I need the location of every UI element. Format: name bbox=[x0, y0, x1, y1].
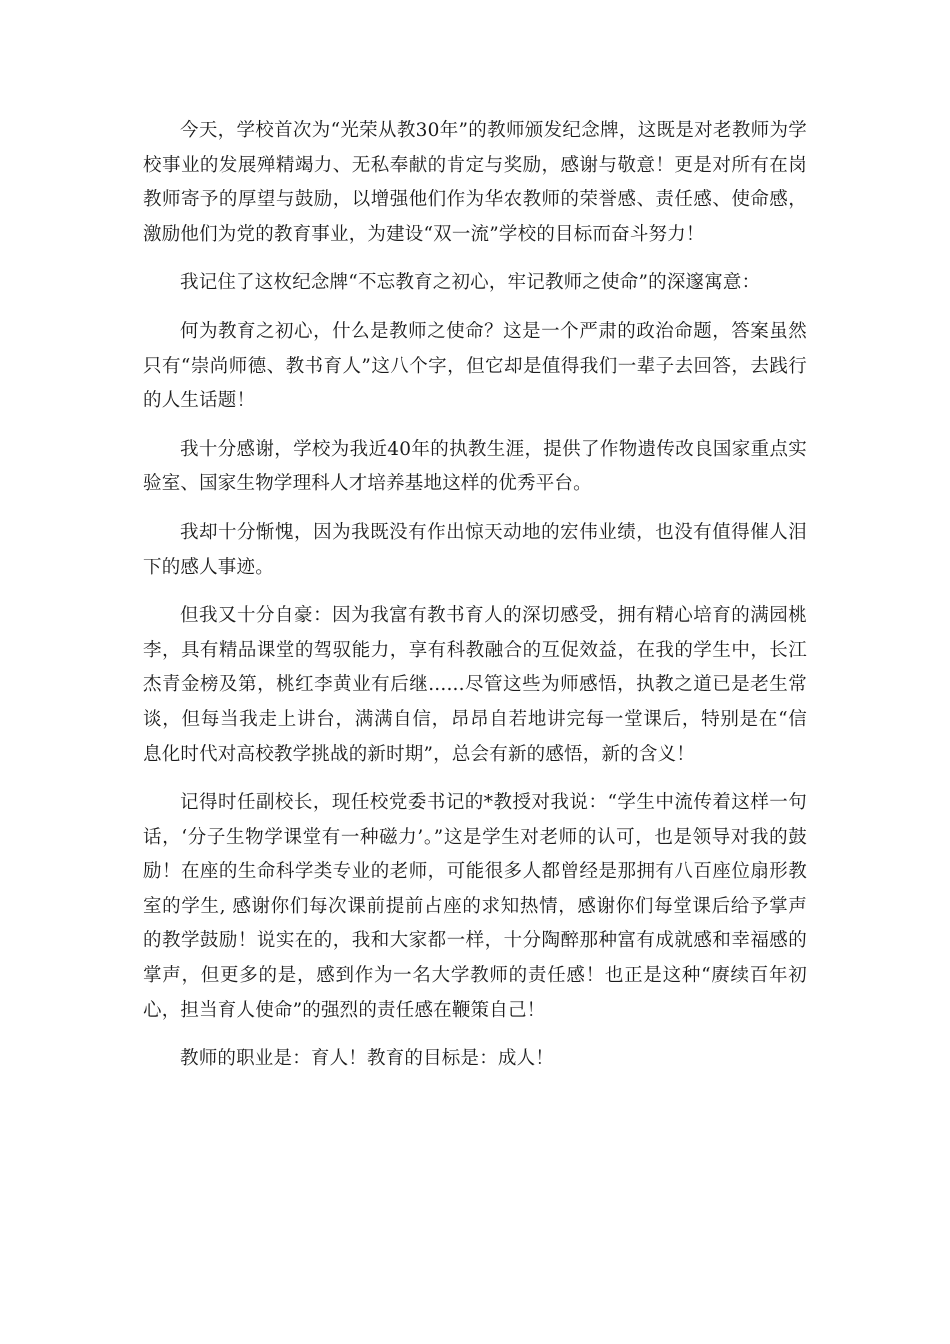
paragraph-5: 我却十分惭愧，因为我既没有作出惊天动地的宏伟业绩，也没有值得催人泪下的感人事迹。 bbox=[143, 521, 807, 578]
paragraph-8: 教师的职业是：育人！教育的目标是：成人！ bbox=[180, 1048, 555, 1070]
paragraph-7: 记得时任副校长，现任校党委书记的*教授对我说：“学生中流传着这样一句话，‘分子生物学课堂有一种磁力’。”这是学生对老师的认可，也是领导对我的鼓励！在座的生命科学类专业的老师，可能很多人都曾经是那拥有八百座位扇形教室的学生, 感谢你们每次课前提前占座的求知热情，感谢你们每堂课后给予掌声的教学鼓励！说实在的，我和大家都一样，十分陶醉那种富有成就感和幸福感的掌声，但更多的是，感到作为一名大学教师的责任感！也正是这种“赓续百年初心，担当育人使命”的强烈的责任感在鞭策自己！ bbox=[143, 792, 807, 1021]
document-body bbox=[143, 114, 807, 1091]
paragraph-4: 我十分感谢，学校为我近40年的执教生涯，提供了作物遗传改良国家重点实验室、国家生物学理科人才培养基地这样的优秀平台。 bbox=[143, 438, 807, 495]
paragraph-2: 我记住了这枚纪念牌“不忘教育之初心，牢记教师之使命”的深邃寓意： bbox=[180, 272, 761, 294]
paragraph-3: 何为教育之初心，什么是教师之使命？这是一个严肃的政治命题，答案虽然只有“崇尚师德、教书育人”这八个字，但它却是值得我们一辈子去回答，去践行的人生话题！ bbox=[143, 320, 807, 412]
paragraph-6: 但我又十分自豪：因为我富有教书育人的深切感受，拥有精心培育的满园桃李，具有精品课堂的驾驭能力，享有科教融合的互促效益，在我的学生中，长江杰青金榜及第，桃红李黄业有后继......尽管这些为师感悟，执教之道已是老生常谈，但每当我走上讲台，满满自信，昂昂自若地讲完每一堂课后，特别是在“信息化时代对高校教学挑战的新时期”，总会有新的感悟，新的含义！ bbox=[143, 605, 807, 765]
paragraph-1: 今天，学校首次为“光荣从教30年”的教师颁发纪念牌，这既是对老教师为学校事业的发展殚精竭力、无私奉献的肯定与奖励，感谢与敬意！更是对所有在岗教师寄予的厚望与鼓励，以增强他们作为华农教师的荣誉感、责任感、使命感，激励他们为党的教育事业，为建设“双一流”学校的目标而奋斗努力！ bbox=[143, 120, 807, 245]
